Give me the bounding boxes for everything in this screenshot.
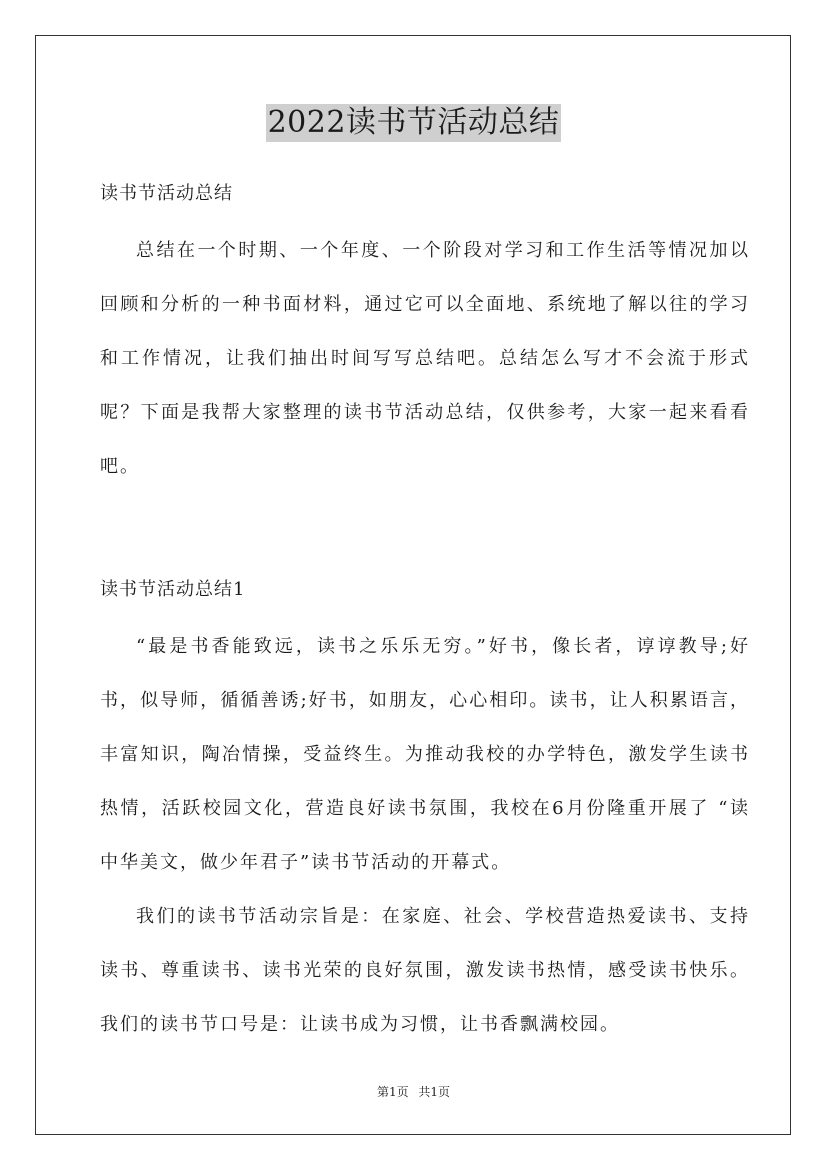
page-footer: [0, 1083, 827, 1100]
page-number: 第1页: [376, 1085, 409, 1099]
document-title: 2022读书节活动总结: [267, 105, 560, 140]
title-container: [0, 104, 827, 142]
paragraph-1: “最是书香能致远，读书之乐乐无穷。”好书，像长者，谆谆教导;好书，似导师，循循善诱;好书，如朋友，心心相印。读书，让人积累语言，丰富知识，陶冶情操，受益终生。为推动我校的办学特色，激发学生读书热情，活跃校园文化，营造良好读书氛围，我校在6月份隆重开展了 “读中华美文，做少年君子”读书节活动的开幕式。: [100, 636, 750, 873]
page-total: 共1页: [418, 1085, 451, 1099]
section-heading: 读书节活动总结: [100, 183, 233, 204]
intro-paragraph: 总结在一个时期、一个年度、一个阶段对学习和工作生活等情况加以回顾和分析的一种书面材料，通过它可以全面地、系统地了解以往的学习和工作情况，让我们抽出时间写写总结吧。总结怎么写才不会流于形式呢？下面是我帮大家整理的读书节活动总结，仅供参考，大家一起来看看吧。: [100, 240, 750, 477]
paragraph-2: 我们的读书节活动宗旨是：在家庭、社会、学校营造热爱读书、支持读书、尊重读书、读书光荣的良好氛围，激发读书热情，感受读书快乐。我们的读书节口号是：让读书成为习惯，让书香飘满校园。: [100, 906, 750, 1035]
section-spacer: [100, 494, 750, 568]
document-body: [100, 172, 750, 1052]
section-1-heading: 读书节活动总结1: [100, 579, 246, 600]
